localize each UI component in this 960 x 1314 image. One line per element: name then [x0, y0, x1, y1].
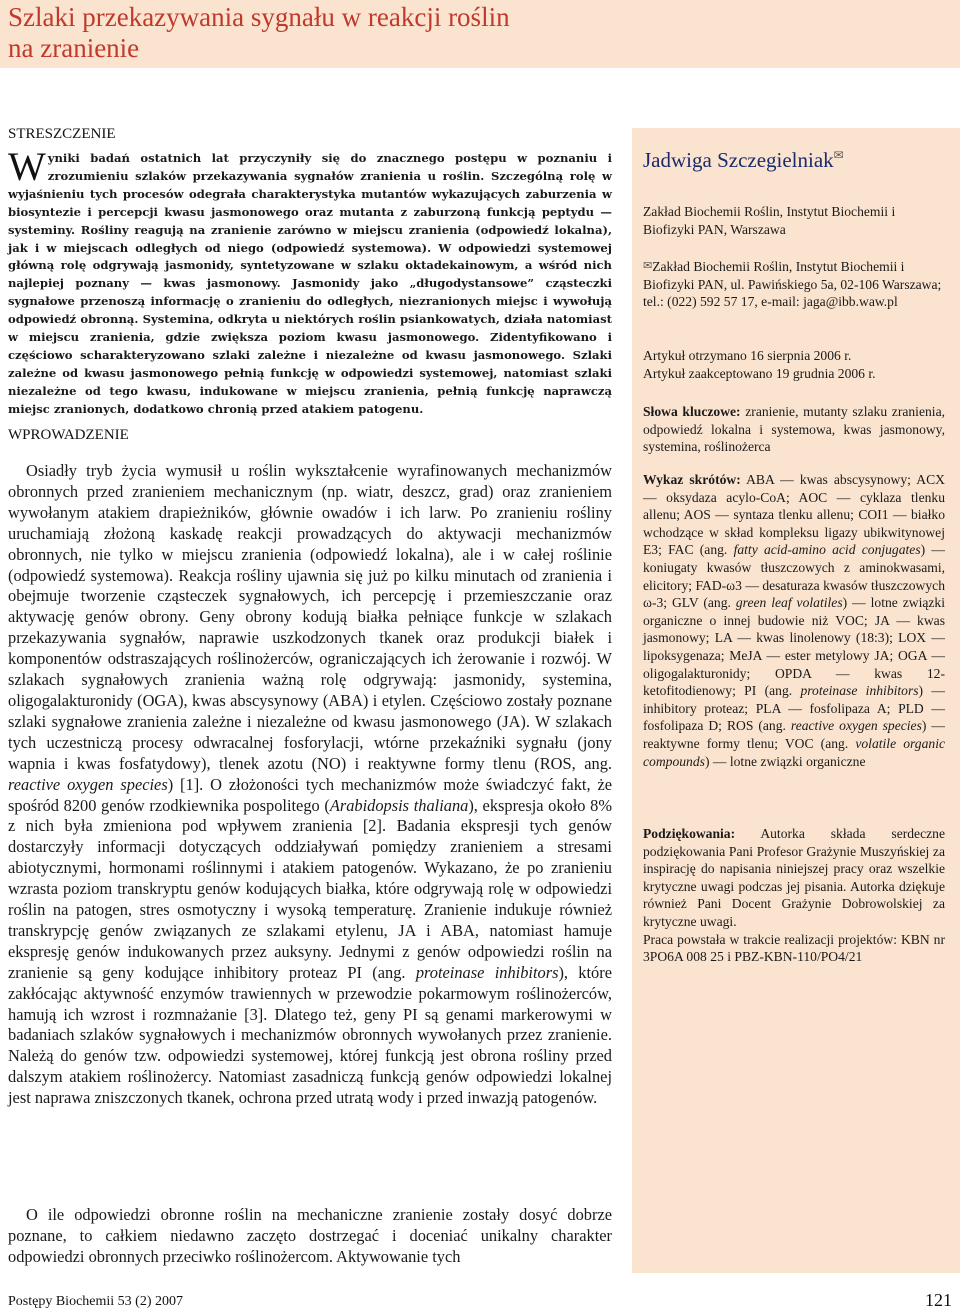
dropcap: W: [8, 144, 46, 189]
author-name: [643, 148, 943, 173]
italic-term: fatty acid-amino acid conjugates: [733, 542, 921, 558]
text-run: ) — lotne związki organiczne: [704, 753, 866, 769]
text-run: ) — reaktywne formy tlenu; VOC (ang.: [643, 718, 945, 751]
text-run: ) — lotne związki organiczne o innej budowie niż VOC; JA — kwas jasmonowy; LA — kwas linolenowy (18:3); LOX — lipoksygenaza; MeJA — ester metylowy JA; OGA — oligogalakturonidy; OPDA — kwas 12-ketofitodienowy; PI (ang.: [643, 595, 946, 699]
text-run: ) — koniugaty kwasów tłuszczowych z aminokwasami, elicitory; FAD-ω3 — desaturaza kwasów tłuszczowych ω-3; GLV (ang.: [643, 542, 946, 611]
abstract-body: yniki badań ostatnich lat przyczyniły się do znacznego postępu w poznaniu i zrozumieniu szlaków przekazywania sygnałów zranienia u roślin. Szczególną rolę w wyjaśnieniu tych procesów odegrała charakterystyka mutantów wykazujących zaburzenia w biosyntezie i percepcji kwasu jasmonowego oraz mutanta z zaburzoną funkcją peptydu — systeminy. Rośliny reagują na zranienie zarówno w miejscu zranienia (odpowiedź lokalna), jak i w miejscach odległych od niego (odpowiedź systemowa). W odpowiedzi systemowej główną rolę odgrywają jasmonidy, syntetyzowane w szlaku oktadekainowym, a wśród nich najlepiej poznany — kwas jasmonowy. Jasmonidy jako „długodystansowe” cząsteczki sygnałowe przenoszą informację o zranieniu do odległych, niezranionych miejsc i wywołują odpowiedź obronną. Systemina, odkryta u niektórych roślin psiankowatych, działa natomiast w miejscu zranienia, gdzie zwiększa poziom kwasu jasmonowego. Zidentyfikowano i częściowo scharakteryzowano szlaki zależne i niezależne od kwasu jasmonowego. Szlaki zależne od kwasu jasmonowego pełnią funkcję w odpowiedzi systemowej, natomiast szlaki niezależne od tego kwasu, indukowane w miejscu zranienia, pełnią funkcję naprawczą miejsc zranionych, dodatkowo chronią przed atakiem patogenu.: [8, 151, 612, 416]
abstract-text: [8, 144, 612, 419]
italic-term: volatile organic compounds: [643, 735, 946, 769]
text-run: ) [1]. O złożoności tych mechanizmów może świadczyć fakt, że spośród 8200 genów rzodkiewnika pospolitego (: [8, 774, 612, 815]
keywords-label: Słowa kluczowe:: [643, 404, 741, 419]
grant-info: Praca powstała w trakcie realizacji projektów: KBN nr 3PO6A 008 25 i PBZ-KBN-110/PO4/21: [643, 931, 945, 965]
abbreviations: [643, 471, 945, 770]
text-run: ), które zakłócając aktywność enzymów trawiennych w przewodzie pokarmowym roślinożerców, hamują ich wzrost i rozmnażanie [3]. Dlatego też, geny PI są genami markerowymi w badaniach szlaków sygnałowych i mechanizmów obronnych wywołanych przez zranienie. Należą do genów tzw. odpowiedzi systemowej, której funkcją jest obrona rośliny przed dalszym atakiem roślinożercy. Natomiast zasadniczą funkcją genów odpowiedzi lokalnej jest naprawa zniszczonych tkanek, ochrona przed utratą wody i przed inwazją patogenów.: [8, 962, 612, 1108]
thanks-label: Podziękowania:: [643, 826, 736, 841]
address-text: Zakład Biochemii Roślin, Instytut Biochemii i Biofizyki PAN, ul. Pawińskiego 5a, 02-106 Warszawa; tel.: (022) 592 57 17, e-mail: jaga@ibb.waw.pl: [643, 259, 942, 310]
article-dates: [643, 347, 945, 382]
keywords: [643, 403, 945, 456]
envelope-icon: ✉: [833, 148, 844, 162]
text-run: Osiadły tryb życia wymusił u roślin wykształcenie wyrafinowanych mechanizmów obronnych przed zranieniem mechanicznym (np. wiatr, deszcz, grad) oraz zranieniem wywołanym atakiem drapieżników, głównie owadów i ich larw. Po zranieniu rośliny uruchamiają złożoną kaskadę reakcji prowadzących do aktywacji mechanizmów obronnych, nie tylko w miejscu zranienia (odpowiedź lokalna), ale i w całej roślinie (odpowiedź systemowa). Reakcja rośliny ujawnia się już po kilku minutach od zranienia i obejmuje tworzenie cząsteczek sygnałowych, ich percepcję i przemieszczanie oraz aktywację genów obrony. Geny obrony kodują białka pełniące funkcje w szlakach przekazywania sygnałów, naprawie uszkodzonych tkanek oraz produkcji białek i komponentów odstraszających roślinożerców, ograniczających ich żerowanie i rozwój. W szlakach sygnałowych zranienia ważną rolę odgrywają: jasmonidy, systemina, oligogalakturonidy (OGA), kwas abscysynowy (ABA) i etylen. Częściowo zostały poznane szlaki sygnałowe zranienia zależne i niezależne od kwasu jasmonowego (JA). W szlakach tych uczestniczą procesy odwracalnej fosforylacji, wtórne przekaźniki sygnału (jony wapnia i kwas fosfatydowy), tlenek azotu (NO) i reaktywne formy tlenu (ROS, ang.: [8, 461, 612, 773]
correspondence-address: [643, 258, 945, 311]
accepted-date: Artykuł zaakceptowano 19 grudnia 2006 r.: [643, 365, 876, 381]
italic-term: reactive oxygen species: [790, 718, 922, 734]
keywords-text: zranienie, mutanty szlaku zranienia, odpowiedź lokalna i systemowa, kwas jasmonowy, systemina, roślinożerca: [643, 404, 945, 455]
article-title: Szlaki przekazywania sygnału w reakcji roślin na zranienie: [8, 2, 510, 63]
italic-term: Arabidopsis thaliana: [329, 795, 469, 815]
text-run: ) — inhibitory proteaz; PLA — fosfolipaza A; PLD — fosfolipaza D; ROS (ang.: [643, 683, 945, 734]
received-date: Artykuł otrzymano 16 sierpnia 2006 r.: [643, 348, 852, 363]
abstract-heading: STRESZCZENIE: [8, 126, 116, 142]
italic-term: green leaf volatiles: [735, 595, 843, 611]
envelope-icon: ✉: [643, 260, 653, 272]
intro-heading: WPROWADZENIE: [8, 427, 129, 443]
affiliation: Zakład Biochemii Roślin, Instytut Biochemii i Biofizyki PAN, Warszawa: [643, 204, 896, 237]
author-text: Jadwiga Szczegielniak: [643, 148, 834, 172]
italic-term: proteinase inhibitors: [415, 962, 559, 982]
text-run: ABA — kwas abscysynowy; ACX — oksydaza acylo-CoA; AOC — cyklaza tlenku allenu; AOS — syntaza tlenku allenu; COI1 — białko wchodzące w skład kompleksu ligazy ubikwitynowej E3; FAC (ang.: [643, 472, 945, 558]
intro-paragraph-1: [8, 461, 612, 1109]
text-run: O ile odpowiedzi obronne roślin na mechaniczne zranienie zostały dosyć dobrze poznane, to całkiem niedawno zaczęto dostrzegać i doceniać unikalny charakter odpowiedzi obronnych przeciwko roślinożercom. Aktywowanie tych: [8, 1205, 612, 1266]
italic-term: proteinase inhibitors: [800, 683, 919, 699]
intro-paragraph-2: [8, 1205, 612, 1268]
thanks-text: Autorka składa serdeczne podziękowania Pani Profesor Grażynie Muszyńskiej za inspirację do napisania niniejszej pracy oraz wszelkie krytyczne uwagi podczas jej pisania. Autorka dziękuje również Pani Docent Grażynie Dobrowolskiej za krytyczne uwagi.: [643, 826, 945, 929]
text-run: ), ekspresja około 8% z nich była zmieniona pod wpływem zranienia [2]. Badania ekspresji tych genów dostarczyły informacji dotyczących oddziaływań pomiędzy zranieniem a stresami abiotycznymi, hormonami roślinnymi i atakiem patogenów. Wykazano, że po zranieniu wzrasta poziom transkryptu genów kodujących białka, które odgrywają rolę w odpowiedzi roślin na patogen, stres osmotyczny i wysoką temperaturę. Zranienie indukuje również transkrypcję genów związanych ze szlakami etylenu, JA i ABA, natomiast hamuje ekspresję genów indukowanych przez auksyny. Jednymi z genów odpowiedzi roślin na zranienie są geny kodujące inhibitory proteaz PI (ang.: [8, 795, 612, 982]
italic-term: reactive oxygen species: [8, 774, 168, 794]
journal-footer: Postępy Biochemii 53 (2) 2007: [8, 1294, 183, 1309]
abbrev-label: Wykaz skrótów:: [643, 472, 741, 487]
acknowledgements: [643, 825, 945, 966]
page-number: 121: [925, 1290, 952, 1310]
